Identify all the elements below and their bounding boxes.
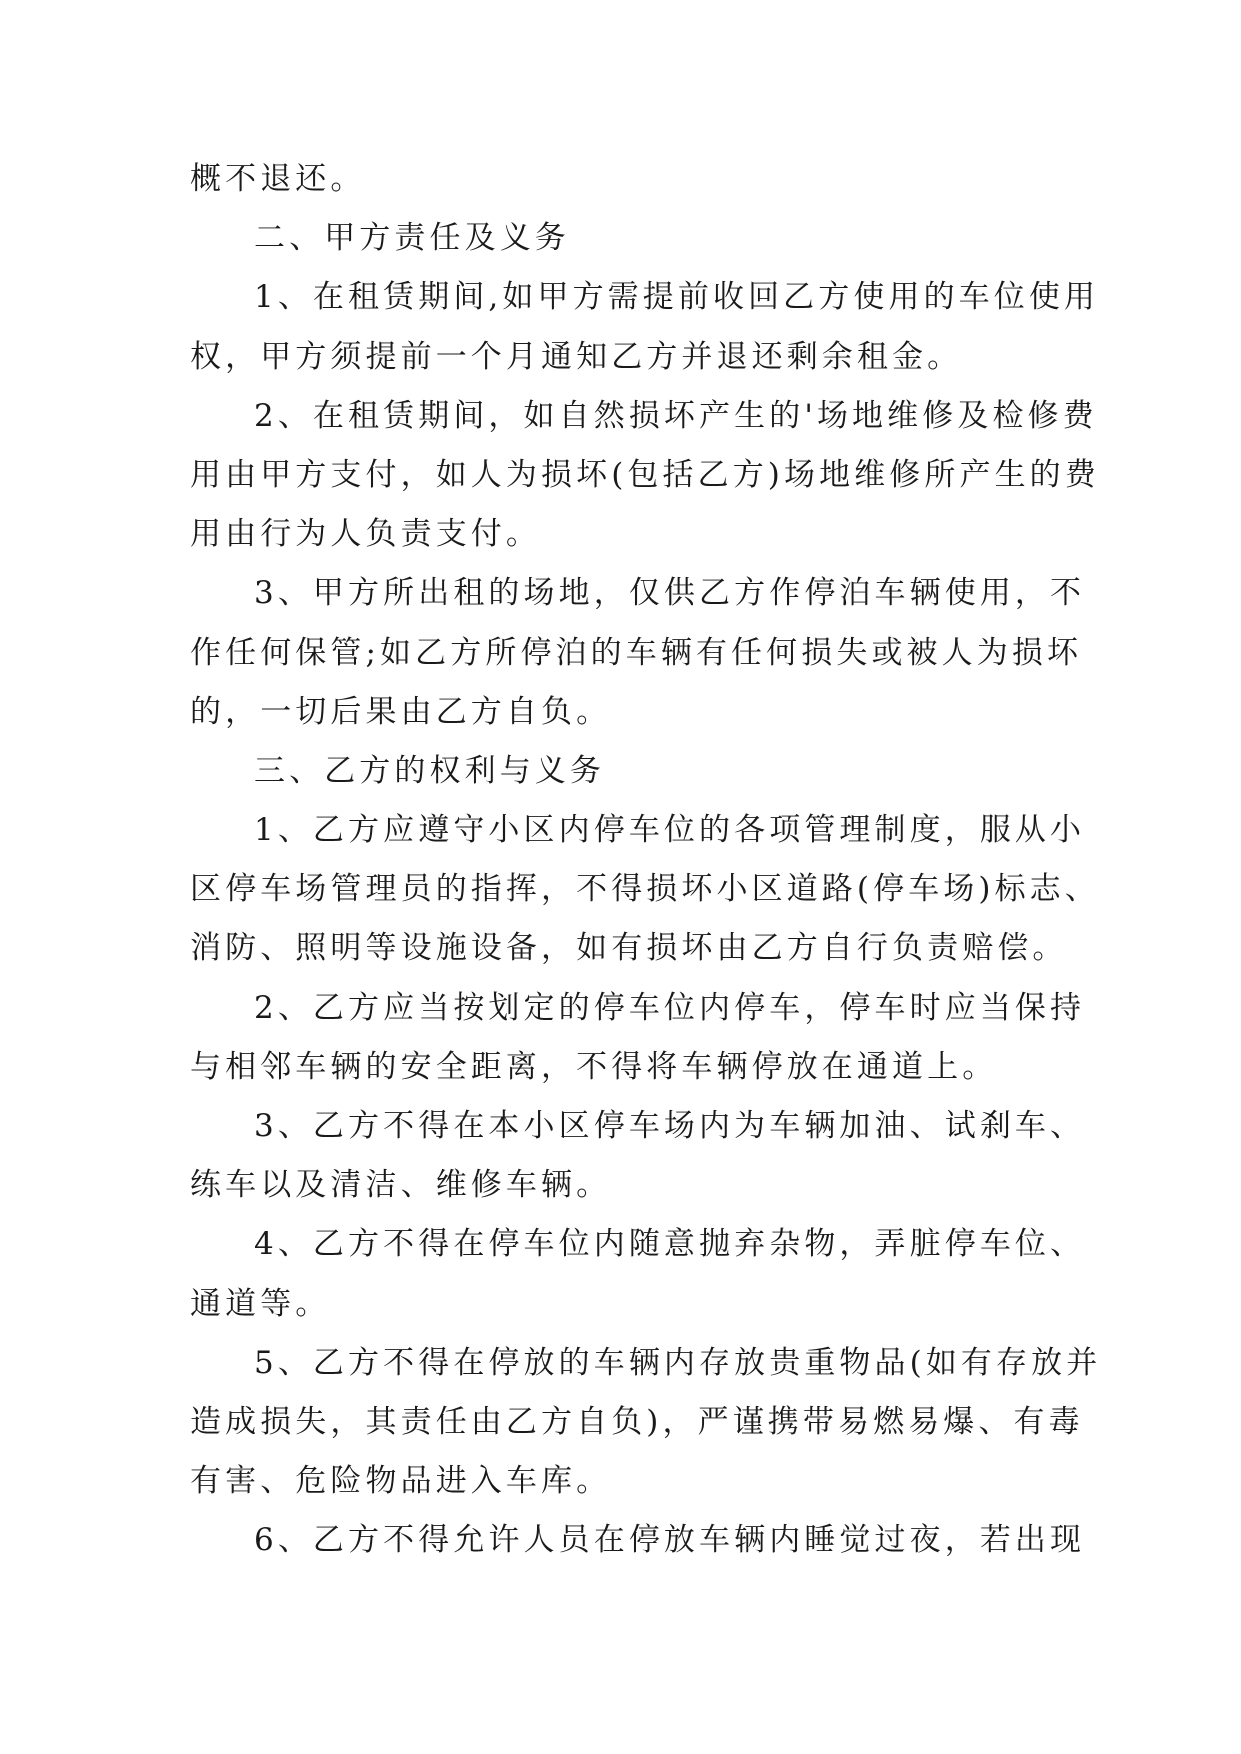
text-line: 消防、照明等设施设备，如有损坏由乙方自行负责赔偿。 [190, 930, 1068, 967]
text-line: 作任何保管;如乙方所停泊的车辆有任何损失或被人为损坏 [190, 634, 1083, 671]
text-line: 2、乙方应当按划定的停车位内停车，停车时应当保持 [254, 989, 1086, 1026]
section-heading: 三、乙方的权利与义务 [254, 752, 605, 789]
text-line: 6、乙方不得允许人员在停放车辆内睡觉过夜，若出现 [254, 1522, 1086, 1559]
text-line: 2、在租赁期间，如自然损坏产生的'场地维修及检修费 [254, 397, 1098, 434]
text-line: 3、甲方所出租的场地，仅供乙方作停泊车辆使用，不 [254, 575, 1086, 612]
text-line: 造成损失，其责任由乙方自负)，严谨携带易燃易爆、有毒 [190, 1403, 1084, 1440]
text-line: 用由行为人负责支付。 [190, 516, 541, 553]
text-line: 通道等。 [190, 1285, 331, 1322]
text-line: 5、乙方不得在停放的车辆内存放贵重物品(如有存放并 [254, 1344, 1102, 1381]
text-line: 4、乙方不得在停车位内随意抛弃杂物，弄脏停车位、 [254, 1226, 1086, 1263]
text-line: 3、乙方不得在本小区停车场内为车辆加油、试刹车、 [254, 1108, 1086, 1144]
text-line: 1、乙方应遵守小区内停车位的各项管理制度，服从小 [254, 812, 1086, 849]
text-line: 区停车场管理员的指挥，不得损坏小区道路(停车场)标志、 [190, 871, 1100, 908]
text-line: 与相邻车辆的安全距离，不得将车辆停放在通道上。 [190, 1048, 998, 1085]
section-heading: 二、甲方责任及义务 [254, 220, 570, 257]
text-line: 的，一切后果由乙方自负。 [190, 693, 612, 730]
text-line: 权，甲方须提前一个月通知乙方并退还剩余租金。 [190, 338, 963, 375]
text-line: 练车以及清洁、维修车辆。 [190, 1167, 612, 1204]
text-line: 用由甲方支付，如人为损坏(包括乙方)场地维修所产生的费 [190, 456, 1100, 493]
document-page [190, 150, 1102, 1571]
text-line: 概不退还。 [190, 161, 366, 197]
text-line: 1、在租赁期间,如甲方需提前收回乙方使用的车位使用 [254, 279, 1100, 316]
text-line: 有害、危险物品进入车库。 [190, 1463, 612, 1500]
